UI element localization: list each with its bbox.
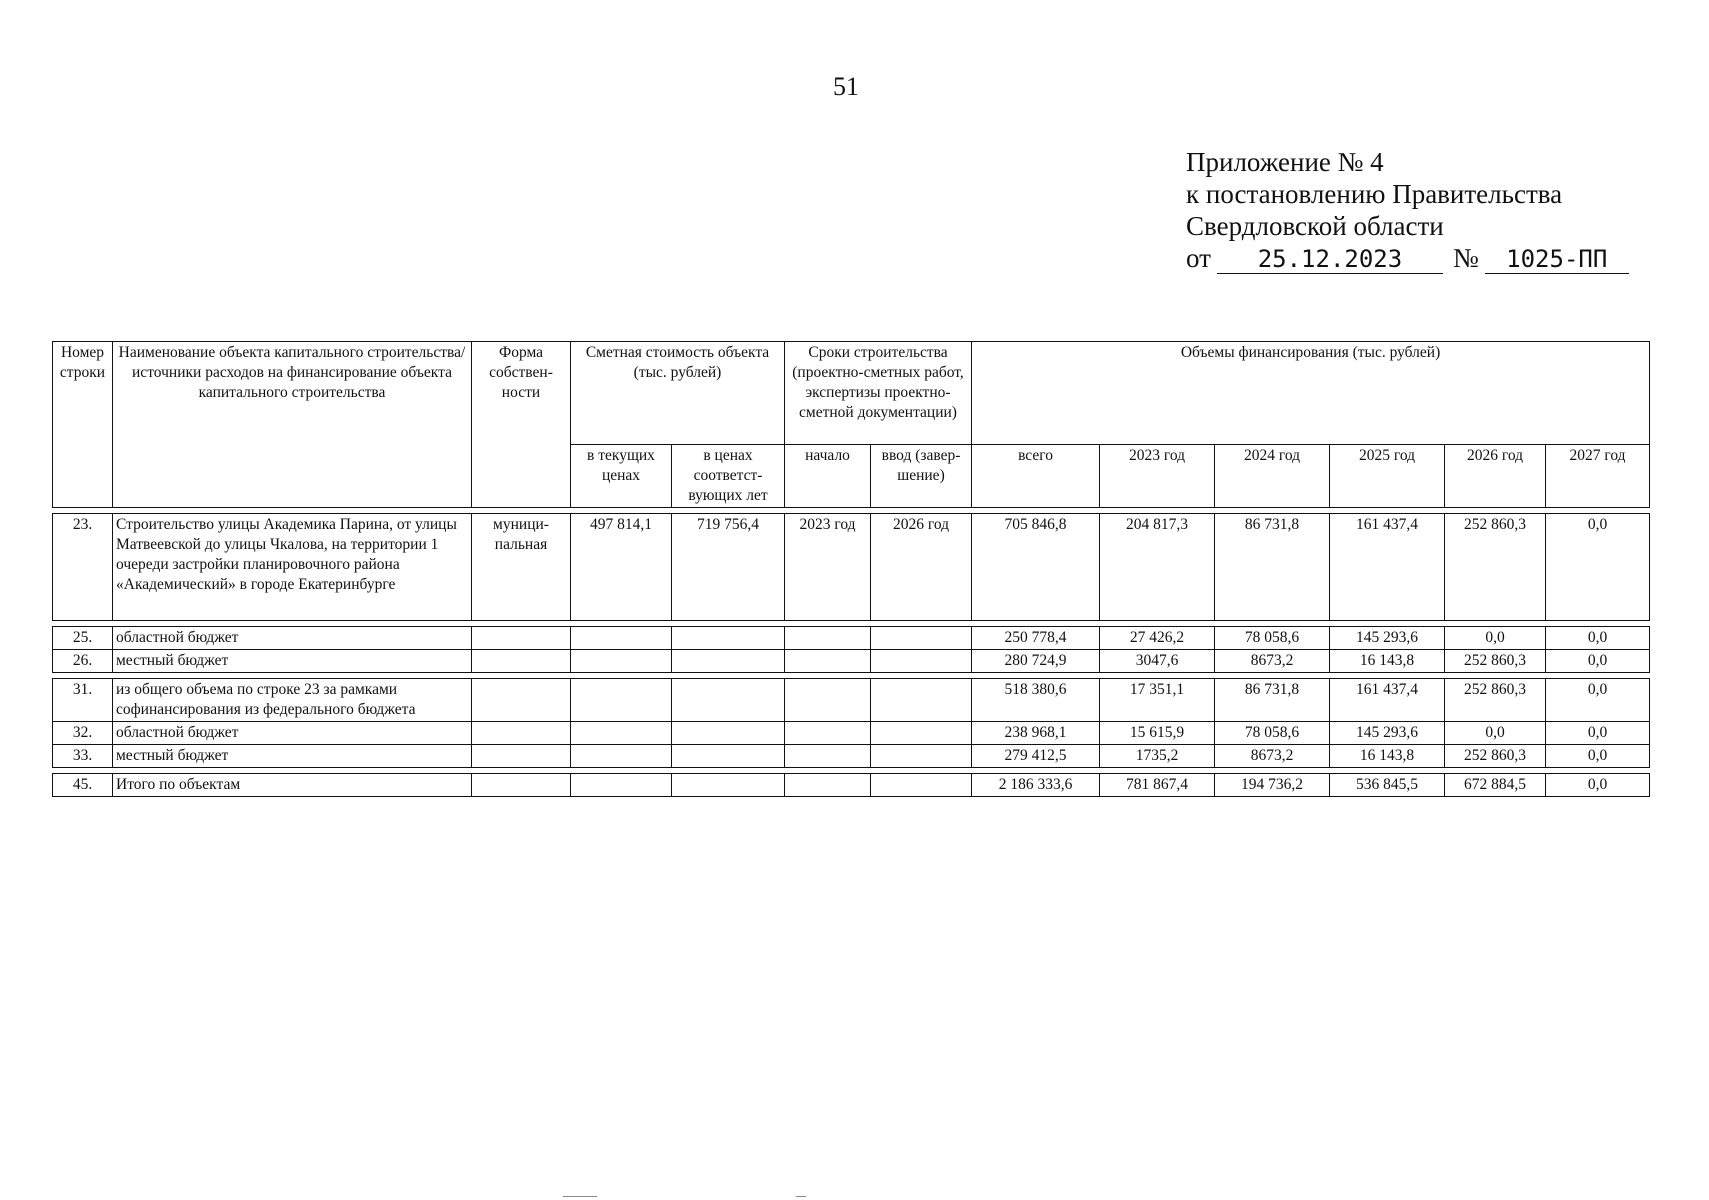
- object-name: Строительство улицы Академика Парина, от улицы Матвеевской до улицы Чкалова, на территории 1 очереди застройки планировочного района «Академический» в городе Екатеринбурге: [113, 514, 472, 621]
- header-terms: Сроки строительства (проектно-сметных работ, экспертизы проектно-сметной документации): [785, 342, 972, 445]
- table-row-32: [53, 722, 1650, 745]
- value-2027: 0,0: [1546, 514, 1650, 621]
- header-2024: 2024 год: [1215, 445, 1330, 508]
- value-2026: 252 860,3: [1445, 514, 1546, 621]
- value-2024: 78 058,6: [1215, 722, 1330, 745]
- value-2024: 8673,2: [1215, 745, 1330, 768]
- row-number: 31.: [53, 679, 113, 722]
- table-row-25: [53, 627, 1650, 650]
- value-2024: 194 736,2: [1215, 774, 1330, 797]
- value-2025: 161 437,4: [1330, 679, 1445, 722]
- decree-number: 1025-ПП: [1485, 245, 1629, 274]
- value-2027: 0,0: [1546, 679, 1650, 722]
- object-name: областной бюджет: [113, 722, 472, 745]
- page-number: 51: [833, 72, 859, 101]
- appendix-region: Свердловской области: [1186, 211, 1444, 241]
- value-2023: 15 615,9: [1100, 722, 1215, 745]
- header-terms-start: начало: [785, 445, 871, 508]
- footer-scan-mark: [796, 1196, 806, 1197]
- value-2023: 204 817,3: [1100, 514, 1215, 621]
- value-2024: 86 731,8: [1215, 514, 1330, 621]
- header-row-1: [53, 342, 1650, 445]
- appendix-block: [1186, 146, 1646, 274]
- object-name: местный бюджет: [113, 650, 472, 673]
- value-2023: 27 426,2: [1100, 627, 1215, 650]
- value-2025: 16 143,8: [1330, 745, 1445, 768]
- header-total: всего: [972, 445, 1100, 508]
- value-2025: 16 143,8: [1330, 650, 1445, 673]
- value-2023: 17 351,1: [1100, 679, 1215, 722]
- total: 279 412,5: [972, 745, 1100, 768]
- value-2026: 0,0: [1445, 627, 1546, 650]
- value-2027: 0,0: [1546, 745, 1650, 768]
- value-2026: 252 860,3: [1445, 679, 1546, 722]
- footer-scan-mark: [563, 1196, 597, 1197]
- row-number: 23.: [53, 514, 113, 621]
- value-2025: 536 845,5: [1330, 774, 1445, 797]
- value-2027: 0,0: [1546, 627, 1650, 650]
- appendix-date-number: [1186, 242, 1646, 274]
- value-2025: 145 293,6: [1330, 722, 1445, 745]
- value-2026: 252 860,3: [1445, 650, 1546, 673]
- total: 238 968,1: [972, 722, 1100, 745]
- table-row-45: [53, 774, 1650, 797]
- header-row-number: Номер строки: [53, 342, 113, 508]
- object-name: из общего объема по строке 23 за рамками софинансирования из федерального бюджета: [113, 679, 472, 722]
- funding-table: [52, 341, 1650, 797]
- header-estimate-years: в ценах соответст-вующих лет: [672, 445, 785, 508]
- row-number: 25.: [53, 627, 113, 650]
- estimate-years: 719 756,4: [672, 514, 785, 621]
- object-name: Итого по объектам: [113, 774, 472, 797]
- value-2023: 1735,2: [1100, 745, 1215, 768]
- header-funding: Объемы финансирования (тыс. рублей): [972, 342, 1650, 445]
- total: 250 778,4: [972, 627, 1100, 650]
- total: 705 846,8: [972, 514, 1100, 621]
- value-2027: 0,0: [1546, 722, 1650, 745]
- value-2026: 0,0: [1445, 722, 1546, 745]
- table-row-26: [53, 650, 1650, 673]
- row-number: 32.: [53, 722, 113, 745]
- header-2026: 2026 год: [1445, 445, 1546, 508]
- header-terms-end: ввод (завер-шение): [871, 445, 972, 508]
- value-2024: 86 731,8: [1215, 679, 1330, 722]
- terms-end: 2026 год: [871, 514, 972, 621]
- value-2026: 252 860,3: [1445, 745, 1546, 768]
- value-2027: 0,0: [1546, 650, 1650, 673]
- value-2026: 672 884,5: [1445, 774, 1546, 797]
- from-label: от: [1186, 243, 1211, 273]
- value-2024: 78 058,6: [1215, 627, 1330, 650]
- value-2025: 161 437,4: [1330, 514, 1445, 621]
- value-2023: 781 867,4: [1100, 774, 1215, 797]
- value-2025: 145 293,6: [1330, 627, 1445, 650]
- total: 2 186 333,6: [972, 774, 1100, 797]
- value-2023: 3047,6: [1100, 650, 1215, 673]
- header-object-name: Наименование объекта капитального строительства/источники расходов на финансирование объекта капитального строительства: [113, 342, 472, 508]
- object-name: областной бюджет: [113, 627, 472, 650]
- value-2027: 0,0: [1546, 774, 1650, 797]
- estimate-current: 497 814,1: [571, 514, 672, 621]
- table-row-23: [53, 514, 1650, 621]
- row-number: 33.: [53, 745, 113, 768]
- ownership: муници-пальная: [472, 514, 571, 621]
- total: 280 724,9: [972, 650, 1100, 673]
- header-2023: 2023 год: [1100, 445, 1215, 508]
- decree-date: 25.12.2023: [1217, 245, 1443, 274]
- terms-start: 2023 год: [785, 514, 871, 621]
- row-number: 45.: [53, 774, 113, 797]
- header-ownership: Форма собствен-ности: [472, 342, 571, 508]
- total: 518 380,6: [972, 679, 1100, 722]
- header-2025: 2025 год: [1330, 445, 1445, 508]
- header-estimate: Сметная стоимость объекта (тыс. рублей): [571, 342, 785, 445]
- table-row-31: [53, 679, 1650, 722]
- number-label: №: [1452, 243, 1479, 273]
- appendix-title: Приложение № 4: [1186, 147, 1384, 177]
- row-number: 26.: [53, 650, 113, 673]
- table-row-33: [53, 745, 1650, 768]
- header-estimate-current: в текущих ценах: [571, 445, 672, 508]
- object-name: местный бюджет: [113, 745, 472, 768]
- header-2027: 2027 год: [1546, 445, 1650, 508]
- value-2024: 8673,2: [1215, 650, 1330, 673]
- appendix-decree: к постановлению Правительства: [1186, 179, 1563, 209]
